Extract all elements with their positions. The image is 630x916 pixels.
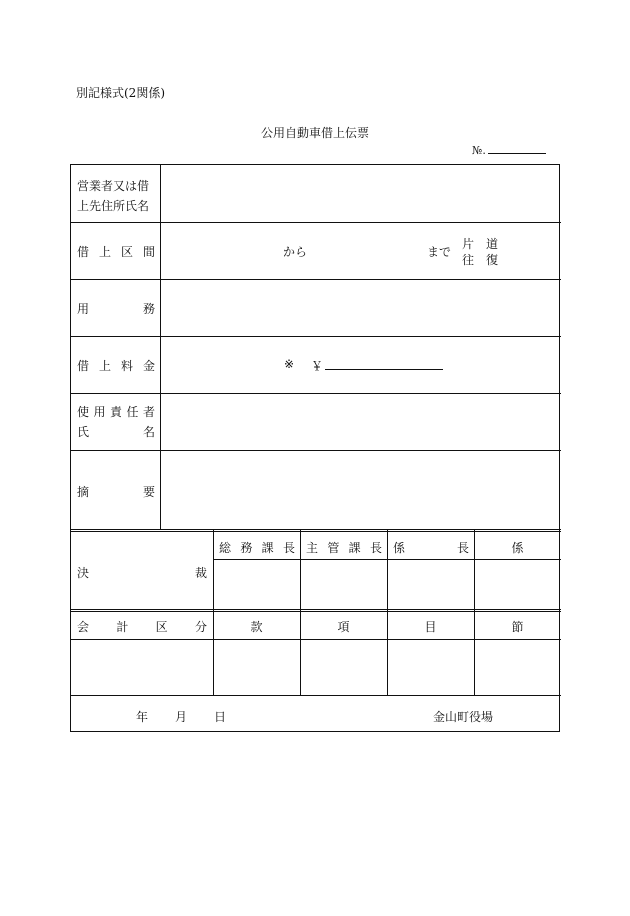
approval-header-chief: 係 長 <box>393 541 469 555</box>
approval-stamp-3[interactable] <box>389 562 472 607</box>
number-label: №. <box>472 144 486 157</box>
date-field[interactable]: 年 月 日 <box>136 710 226 724</box>
account-cell-kan[interactable] <box>215 642 298 693</box>
responsible-label-line2: 氏 名 <box>77 425 155 439</box>
accounting-label: 会 計 区 分 <box>77 620 207 634</box>
operator-field[interactable] <box>163 169 557 219</box>
approval-header-section-chief: 主 管 課 長 <box>306 541 382 555</box>
approval-stamp-2[interactable] <box>302 562 385 607</box>
operator-label-line1: 営業者又は借 <box>77 179 150 193</box>
oneway-option[interactable]: 片 道 <box>462 237 499 251</box>
approval-stamp-1[interactable] <box>215 562 298 607</box>
form-table <box>70 164 560 732</box>
office-name: 金山町役場 <box>433 710 494 724</box>
approval-stamp-4[interactable] <box>476 562 559 607</box>
fee-amount[interactable]: ￥ <box>311 357 443 374</box>
account-header-moku: 目 <box>424 620 437 634</box>
account-cell-kou[interactable] <box>302 642 385 693</box>
business-label: 用 務 <box>77 302 155 316</box>
to-label: まで <box>427 245 452 259</box>
number-blank[interactable] <box>488 143 546 154</box>
summary-label: 摘 要 <box>77 485 155 499</box>
from-label: から <box>283 245 308 259</box>
number-field <box>472 143 546 157</box>
business-field[interactable] <box>163 283 557 333</box>
form-title: 公用自動車借上伝票 <box>260 126 369 140</box>
account-cell-setsu[interactable] <box>476 642 559 693</box>
account-header-kou: 項 <box>337 620 350 634</box>
fee-label: 借 上 料 金 <box>77 359 155 373</box>
section-label: 借 上 区 間 <box>77 245 155 259</box>
form-label: 別記様式(2関係) <box>76 86 165 100</box>
account-header-setsu: 節 <box>511 620 524 634</box>
fee-mark: ※ <box>284 357 295 371</box>
operator-label-line2: 上先住所氏名 <box>77 199 150 213</box>
approval-label: 決 裁 <box>77 566 207 580</box>
account-cell-category[interactable] <box>73 642 211 693</box>
responsible-label-line1: 使 用 責 任 者 <box>77 405 155 419</box>
responsible-field[interactable] <box>163 397 557 447</box>
account-header-kan: 款 <box>250 620 263 634</box>
approval-header-staff: 係 <box>511 541 524 555</box>
roundtrip-option[interactable]: 往 復 <box>462 253 499 267</box>
approval-header-general-affairs: 総 務 課 長 <box>219 541 295 555</box>
account-cell-moku[interactable] <box>389 642 472 693</box>
summary-field[interactable] <box>163 455 557 525</box>
